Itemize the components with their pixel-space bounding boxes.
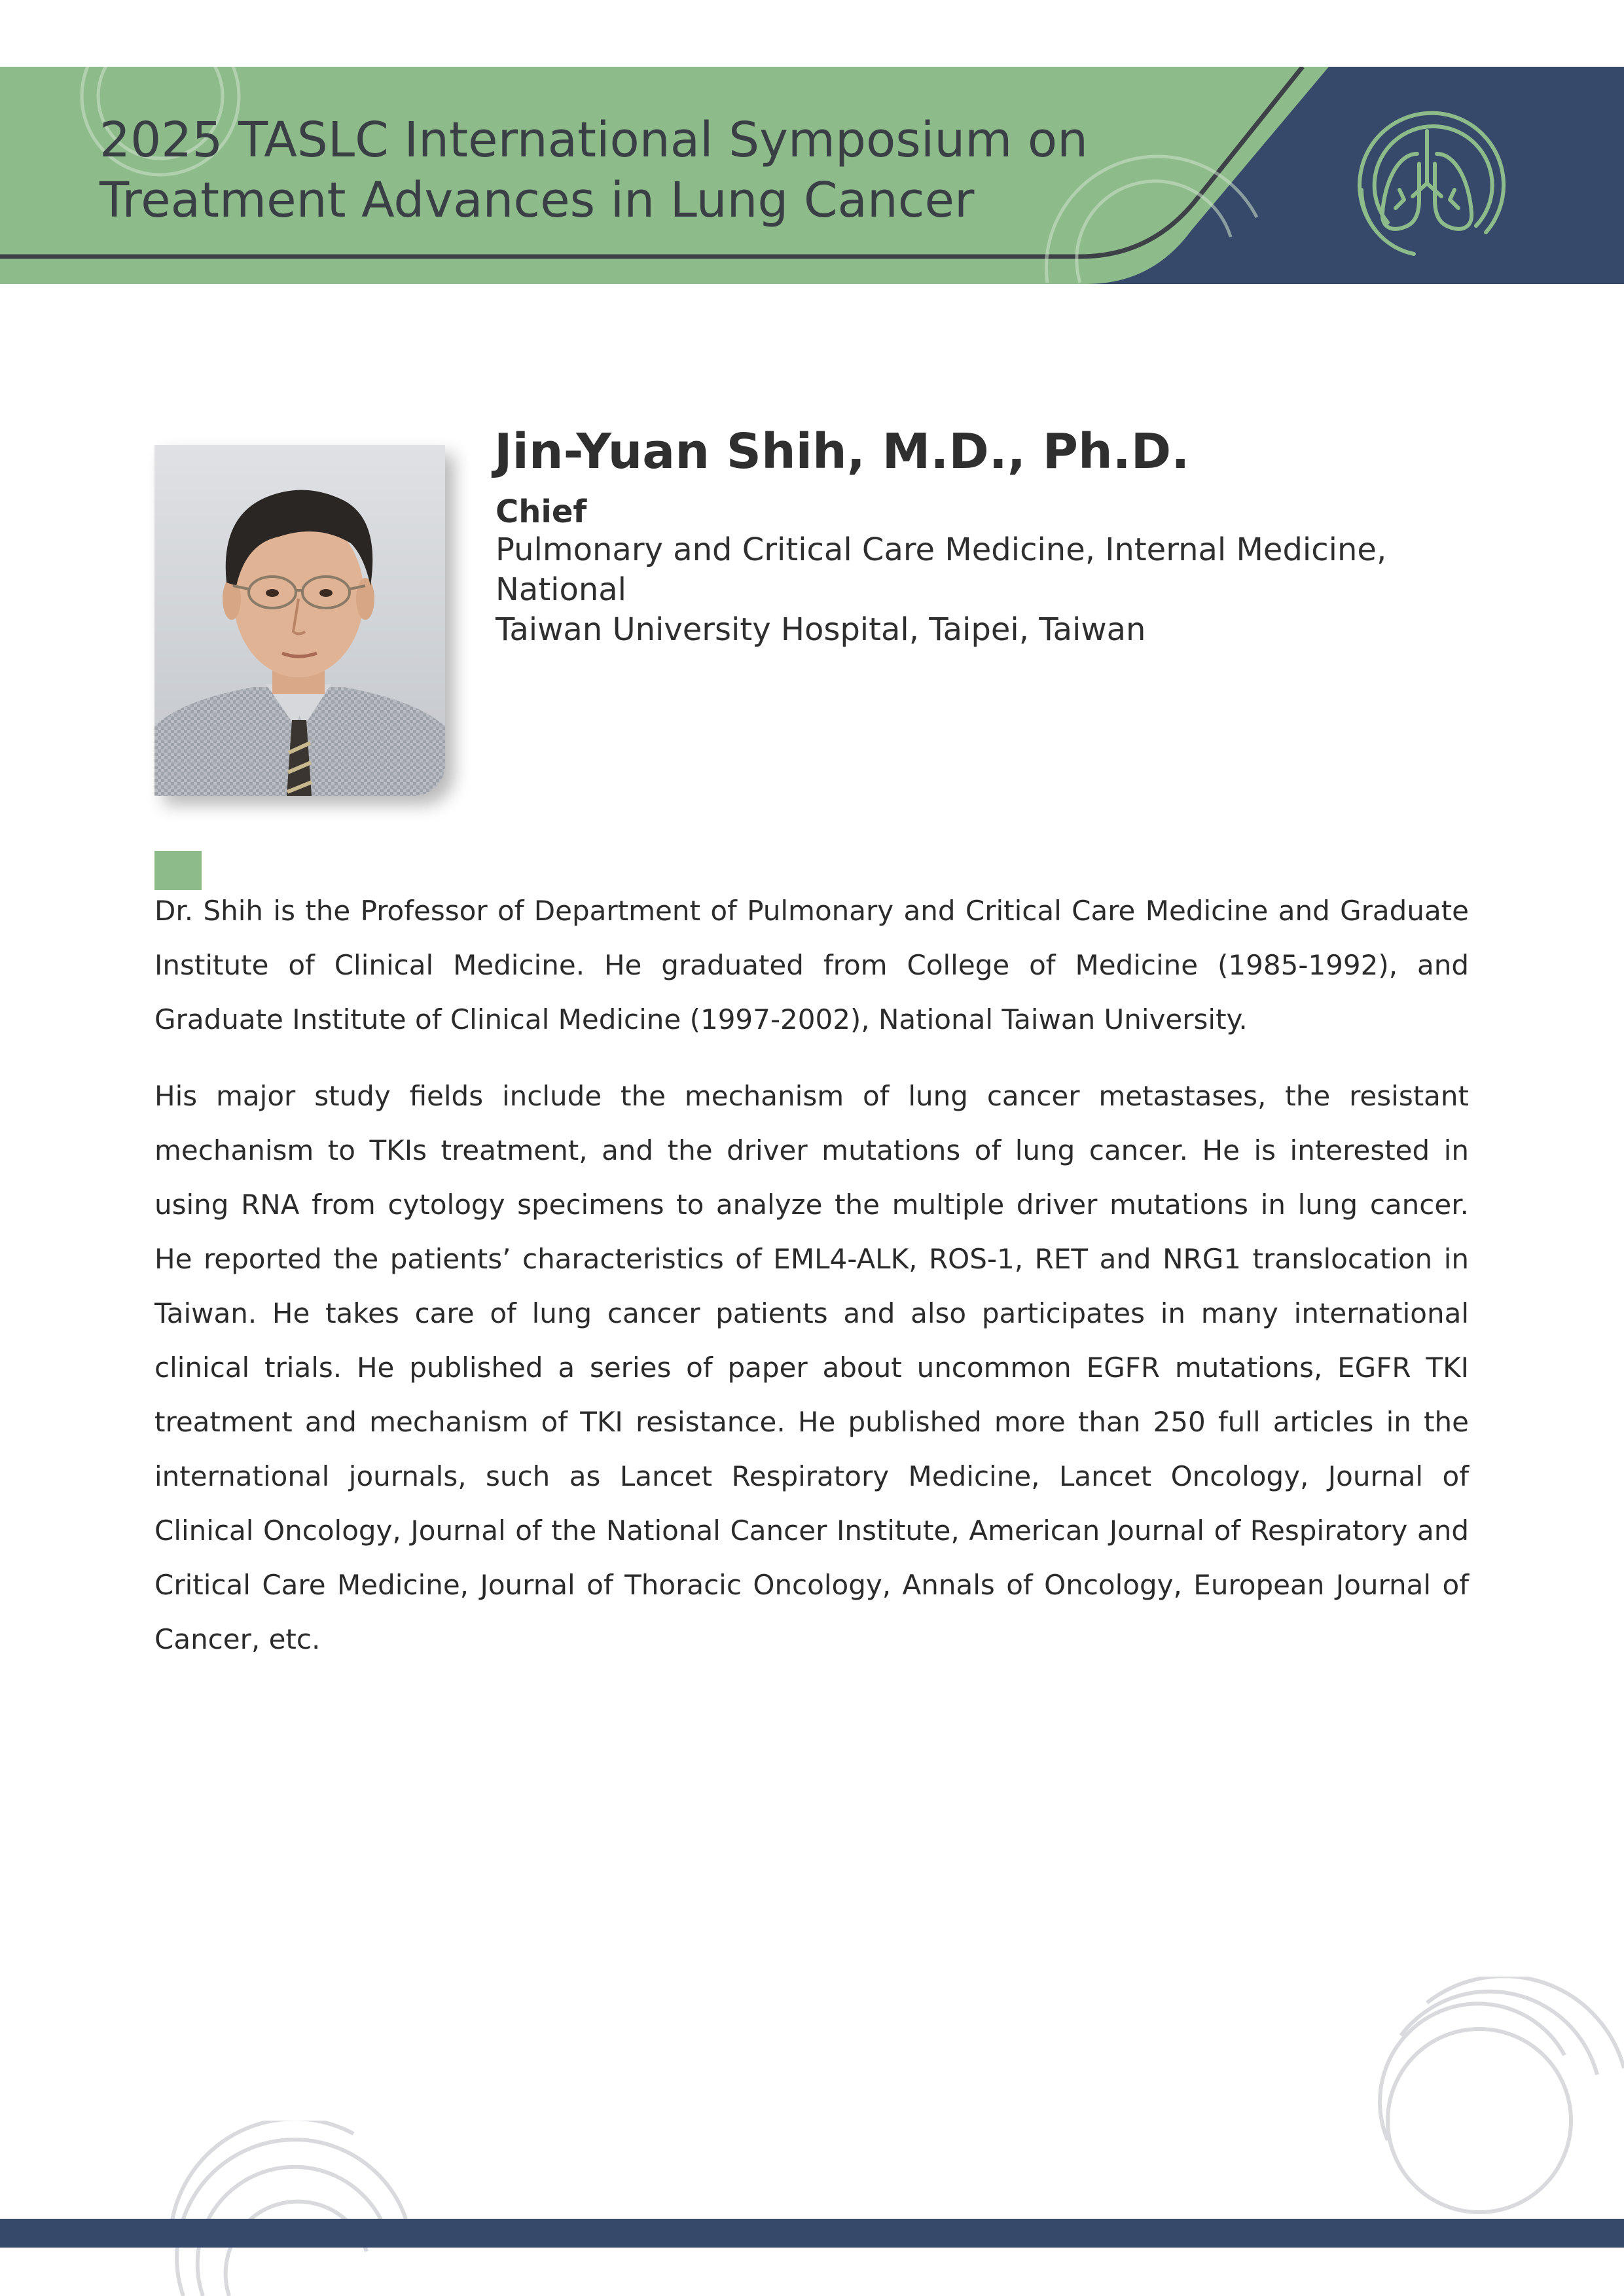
bio-paragraph-1: Dr. Shih is the Professor of Department of Pulmonary and Critical Care Medicine and Graduate Institute of Clinical Medicine. He graduated from College of Medicine (1985-1992), and Graduate Institute of Clinical Medicine (1997-2002), National Taiwan University. [154, 895, 1469, 1035]
decorative-rings-right [1348, 1977, 1624, 2219]
speaker-affiliation [496, 530, 1477, 650]
speaker-portrait [154, 445, 445, 796]
speaker-bio [154, 884, 1469, 1689]
speaker-photo [154, 445, 445, 796]
bio-paragraph-2: His major study fields include the mechanism of lung cancer metastases, the resistant mechanism to TKIs treatment, and the driver mutations of lung cancer. He is interested in using RNA from cytology specimens to analyze the multiple driver mutations in lung cancer. He reported the patients’ characteristics of EML4-ALK, ROS-1, RET and NRG1 translocation in Taiwan. He takes care of lung cancer patients and also participates in many international clinical trials. He published a series of paper about uncommon EGFR mutations, EGFR TKI treatment and mechanism of TKI resistance. He published more than 250 full articles in the international journals, such as Lancet Respiratory Medicine, Lancet Oncology, Journal of Clinical Oncology, Journal of the National Cancer Institute, American Journal of Respiratory and Critical Care Medicine, Journal of Thoracic Oncology, Annals of Oncology, European Journal of Cancer, etc. [154, 1080, 1469, 1655]
lungs-icon [1335, 92, 1519, 275]
decorative-rings-left [157, 2121, 445, 2296]
speaker-role: Chief [496, 493, 587, 530]
event-title-line1: 2025 TASLC International Symposium on [99, 112, 1089, 168]
event-title [99, 110, 1147, 230]
affiliation-line1: Pulmonary and Critical Care Medicine, Internal Medicine, National [496, 531, 1387, 608]
footer-bar [0, 2219, 1624, 2248]
header-banner [0, 67, 1624, 284]
event-title-line2: Treatment Advances in Lung Cancer [99, 172, 975, 228]
speaker-name: Jin-Yuan Shih, M.D., Ph.D. [494, 423, 1190, 480]
affiliation-line2: Taiwan University Hospital, Taipei, Taiwan [496, 611, 1146, 648]
